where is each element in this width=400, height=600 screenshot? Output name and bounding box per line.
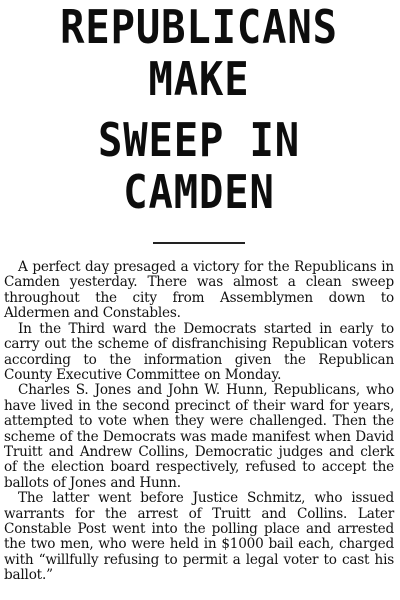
- article-paragraph-2: In the Third ward the Democrats started in early to carry out the scheme of disfranchising Republican voters according to the information given the Republican County Executive Committee on Monday.: [4, 320, 394, 383]
- article-body: [4, 260, 394, 584]
- article-paragraph-3: Charles S. Jones and John W. Hunn, Republicans, who have lived in the second precinct of their ward for years, attempted to vote when they were challenged. Then the scheme of the Democrats was made manifest when David Truitt and Andrew Collins, Democratic judges and clerk of the election board respectively, refused to accept the ballots of Jones and Hunn.: [4, 382, 394, 491]
- headline-line-2: SWEEP IN CAMDEN: [97, 113, 301, 219]
- article-paragraph-4: The latter went before Justice Schmitz, who issued warrants for the arrest of Truitt and Collins. Later Constable Post went into the polling place and arrested the two men, who were held in $1000 bail each, charged with “willfully refusing to permit a legal voter to cast his ballot.”: [4, 490, 394, 584]
- headline-divider: [4, 232, 394, 242]
- headline: [27, 0, 370, 218]
- article-paragraph-1: A perfect day presaged a victory for the Republicans in Camden yesterday. There was almost a clean sweep throughout the city from Assemblymen down to Aldermen and Constables.: [4, 259, 394, 322]
- divider-rule: [153, 242, 245, 244]
- headline-line-1: REPUBLICANS MAKE: [60, 0, 338, 106]
